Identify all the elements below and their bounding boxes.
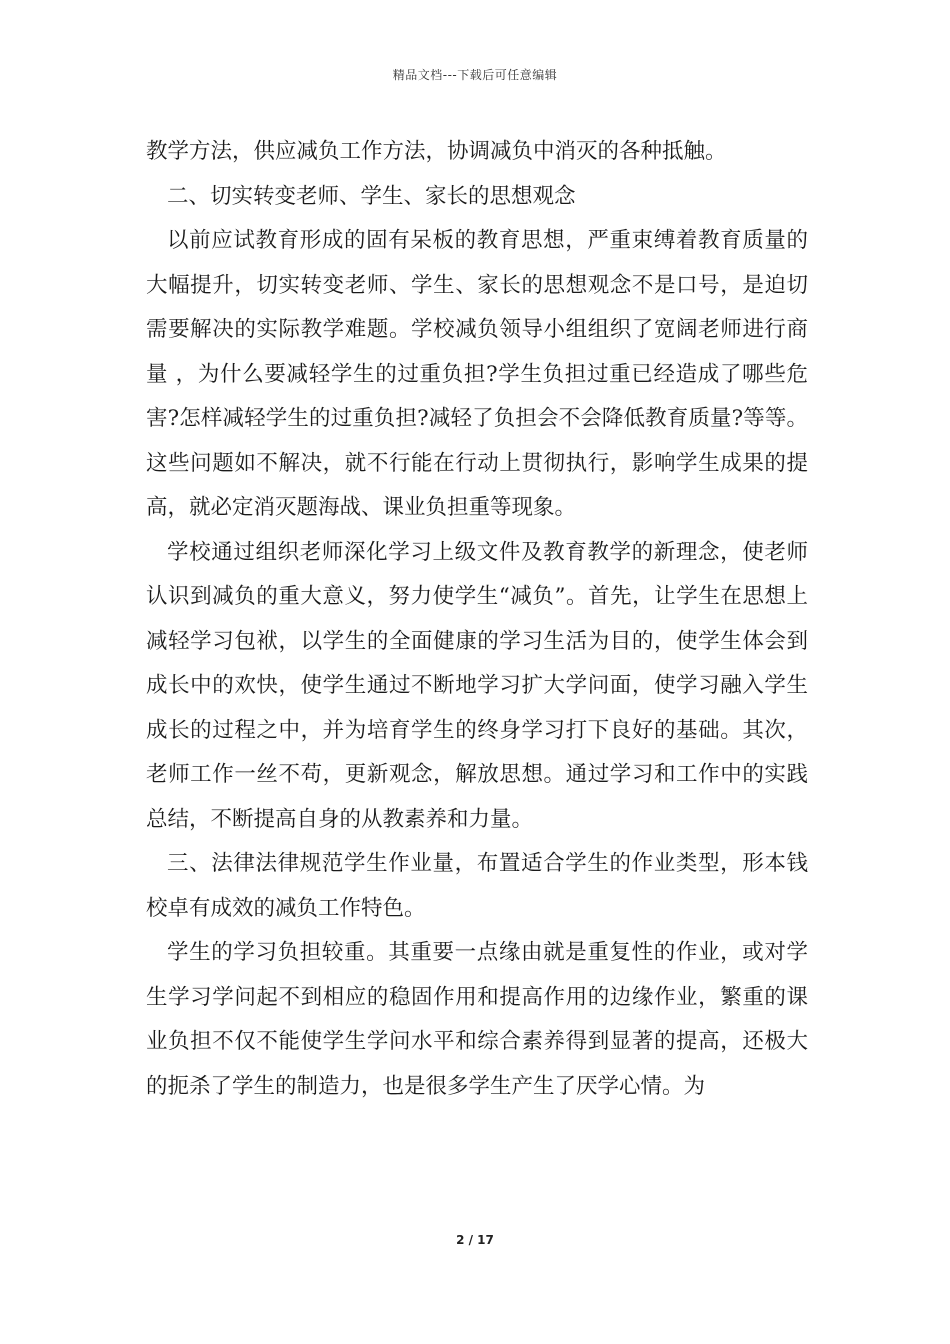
page-number: 2 / 17: [456, 1233, 494, 1247]
section-heading: 三、法律法律规范学生作业量，布置适合学生的作业类型，形本钱校卓有成效的减负工作特色。: [146, 851, 808, 921]
paragraph: 教学方法，供应减负工作方法，协调减负中消灭的各种抵触。: [146, 139, 727, 164]
page-header: 精品文档---下载后可任意编辑: [392, 68, 558, 82]
paragraph: 学校通过组织老师深化学习上级文件及教育教学的新理念，使老师认识到减负的重大意义，努力使学生“减负”。首先，让学生在思想上减轻学习包袱，以学生的全面健康的学习生活为目的，使学生体会到成长中的欢快，使学生通过不断地学习扩大学问面，使学习融入学生成长的过程之中，并为培育学生的终身学习打下良好的基础。其次，老师工作一丝不苟，更新观念，解放思想。通过学习和工作中的实践总结，不断提高自身的从教素养和力量。: [146, 539, 808, 832]
paragraph: 以前应试教育形成的固有呆板的教育思想，严重束缚着教育质量的大幅提升，切实转变老师、学生、家长的思想观念不是口号，是迫切需要解决的实际教学难题。学校减负领导小组组织了宽阔老师进行商量 ，为什么要减轻学生的过重负担?学生负担过重已经造成了哪些危害?怎样减轻学生的过重负担?减轻了负担会不会降低教育质量?等等。这些问题如不解决，就不行能在行动上贯彻执行，影响学生成果的提高，就必定消灭题海战、课业负担重等现象。: [146, 228, 808, 520]
paragraph: 学生的学习负担较重。其重要一点缘由就是重复性的作业，或对学生学习学问起不到相应的稳固作用和提高作用的边缘作业，繁重的课业负担不仅不能使学生学问水平和综合素养得到显著的提高，还极大的扼杀了学生的制造力，也是很多学生产生了厌学心情。为: [146, 940, 808, 1099]
section-heading: 二、切实转变老师、学生、家长的思想观念: [167, 183, 576, 209]
document-body: [146, 130, 808, 1109]
